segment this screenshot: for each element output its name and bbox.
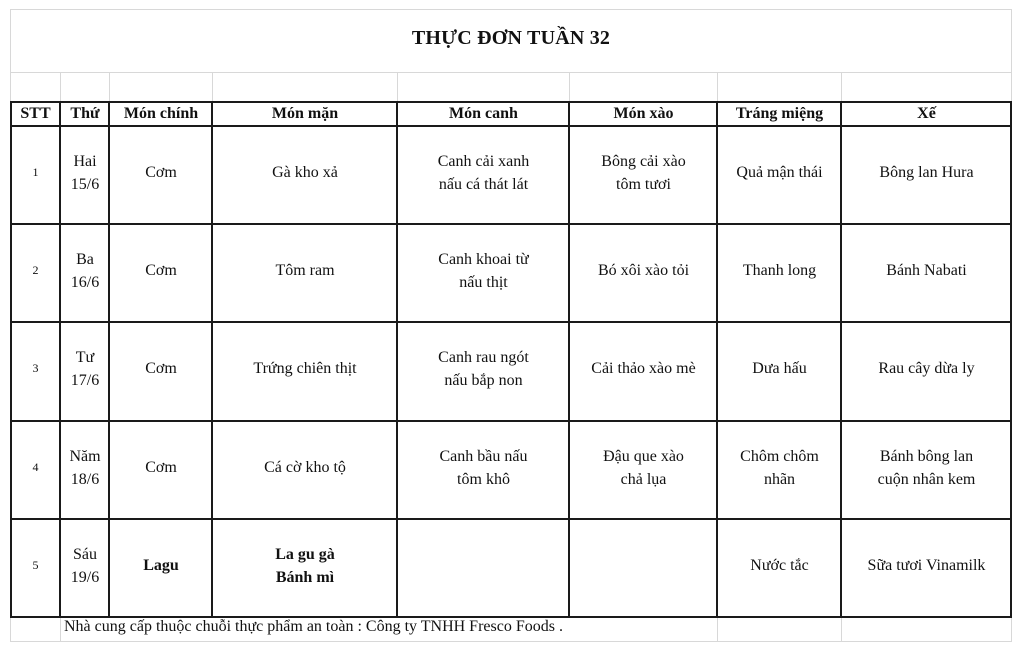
cell-stt-text: 5 — [32, 558, 39, 572]
grid-line — [212, 72, 213, 102]
cell-stt-text: 1 — [32, 165, 39, 179]
cell-mon-chinh-text: Cơm — [145, 459, 177, 476]
cell-mon-canh-line: Canh khoai từ — [438, 250, 529, 268]
grid-line — [397, 72, 398, 102]
cell-trang-mieng — [717, 322, 842, 415]
cell-mon-xao-line: tôm tươi — [616, 175, 671, 193]
header-thu: Thứ — [70, 105, 100, 122]
cell-trang-mieng-line: Nước tắc — [750, 557, 809, 574]
cell-thu-line: Hai — [73, 152, 97, 170]
page-title: THỰC ĐƠN TUẦN 32 — [411, 27, 611, 49]
header-mon-chinh: Món chính — [123, 105, 199, 122]
cell-thu-line: Năm — [69, 447, 101, 465]
cell-thu-line: Tư — [75, 348, 95, 366]
cell-mon-man — [212, 224, 398, 317]
grid-line — [109, 72, 110, 102]
grid-line — [60, 72, 61, 102]
cell-mon-xao-line: chả lụa — [620, 470, 667, 488]
grid-line — [717, 618, 718, 642]
cell-xe — [841, 224, 1012, 317]
cell-stt — [10, 322, 61, 415]
cell-mon-chinh-text: Cơm — [145, 164, 177, 181]
grid-line — [60, 618, 61, 642]
cell-mon-chinh — [109, 322, 213, 415]
cell-mon-chinh-text: Lagu — [143, 557, 179, 574]
cell-mon-canh — [397, 322, 570, 415]
menu-sheet — [10, 9, 1012, 642]
grid-line — [10, 72, 1012, 73]
header-mon-canh: Món canh — [449, 105, 518, 122]
cell-xe — [841, 322, 1012, 415]
cell-thu — [60, 224, 110, 317]
header-xe: Xế — [917, 105, 936, 122]
cell-thu-line: Ba — [76, 250, 94, 268]
cell-trang-mieng-line: nhãn — [763, 470, 796, 488]
cell-thu — [60, 322, 110, 415]
cell-trang-mieng-line: Thanh long — [742, 262, 817, 279]
cell-stt — [10, 126, 61, 219]
cell-mon-canh — [397, 224, 570, 317]
cell-thu — [60, 519, 110, 612]
cell-thu — [60, 421, 110, 514]
cell-mon-canh — [397, 421, 570, 514]
cell-mon-canh-line: nấu cá thát lát — [438, 175, 529, 193]
cell-xe-line: Bánh Nabati — [886, 262, 967, 279]
cell-stt — [10, 519, 61, 612]
cell-mon-xao-line: Đậu que xào — [603, 447, 684, 465]
cell-mon-man-line: Tôm ram — [275, 262, 335, 279]
cell-xe — [841, 421, 1012, 514]
cell-mon-canh — [397, 519, 570, 612]
cell-mon-xao-line: Bó xôi xào tỏi — [597, 262, 690, 279]
cell-mon-xao — [569, 126, 718, 219]
cell-trang-mieng-line: Chôm chôm — [740, 447, 819, 465]
cell-mon-canh-line: Canh rau ngót — [438, 348, 529, 366]
cell-mon-man-line: Cá cờ kho tộ — [264, 459, 346, 476]
cell-thu-line: 18/6 — [70, 470, 100, 488]
cell-trang-mieng-line: Dưa hấu — [752, 360, 807, 377]
cell-xe-line: Bánh bông lan — [879, 447, 974, 465]
cell-mon-xao — [569, 322, 718, 415]
cell-mon-man — [212, 519, 398, 612]
cell-mon-chinh-text: Cơm — [145, 360, 177, 377]
grid-line — [717, 72, 718, 102]
cell-xe-line: Rau cây dừa ly — [878, 360, 975, 377]
cell-mon-xao-line: Cải thảo xào mè — [591, 360, 696, 377]
cell-thu-line: 15/6 — [70, 175, 100, 193]
cell-mon-chinh — [109, 224, 213, 317]
cell-mon-canh-line: Canh cải xanh — [437, 152, 530, 170]
cell-stt-text: 2 — [32, 263, 39, 277]
cell-mon-chinh — [109, 126, 213, 219]
cell-stt — [10, 421, 61, 514]
cell-trang-mieng-line: Quả mận thái — [736, 164, 823, 181]
cell-mon-man-line: La gu gà — [275, 545, 335, 563]
cell-mon-canh — [397, 126, 570, 219]
cell-mon-xao — [569, 421, 718, 514]
header-stt: STT — [20, 105, 51, 122]
cell-xe — [841, 519, 1012, 612]
cell-mon-canh-line: Canh bầu nấu — [439, 447, 528, 465]
cell-trang-mieng — [717, 224, 842, 317]
grid-line — [841, 72, 842, 102]
grid-line — [10, 9, 1012, 10]
cell-mon-canh-line: tôm khô — [457, 470, 510, 488]
cell-stt — [10, 224, 61, 317]
cell-mon-canh-line: nấu thịt — [459, 273, 508, 291]
cell-mon-man-line: Bánh mì — [275, 568, 335, 586]
cell-thu-line: 16/6 — [70, 273, 100, 291]
cell-xe-line: cuộn nhân kem — [877, 470, 976, 488]
grid-line — [569, 72, 570, 102]
cell-mon-chinh — [109, 421, 213, 514]
cell-mon-man — [212, 421, 398, 514]
cell-thu-line: 17/6 — [70, 371, 100, 389]
header-mon-xao: Món xào — [613, 105, 674, 122]
header-mon-man: Món mặn — [271, 105, 339, 122]
cell-mon-man-line: Trứng chiên thịt — [253, 360, 357, 377]
cell-stt-text: 4 — [32, 460, 39, 474]
cell-mon-xao — [569, 224, 718, 317]
cell-xe-line: Bông lan Hura — [879, 164, 974, 181]
cell-trang-mieng — [717, 126, 842, 219]
cell-xe-line: Sữa tươi Vinamilk — [867, 557, 986, 574]
cell-stt-text: 3 — [32, 361, 39, 375]
cell-xe — [841, 126, 1012, 219]
cell-thu-line: 19/6 — [70, 568, 100, 586]
cell-mon-man — [212, 126, 398, 219]
header-trang-mieng: Tráng miệng — [735, 105, 824, 122]
grid-line — [10, 641, 1012, 642]
cell-trang-mieng — [717, 519, 842, 612]
cell-thu — [60, 126, 110, 219]
cell-mon-man-line: Gà kho xả — [272, 164, 338, 181]
cell-thu-line: Sáu — [72, 545, 97, 563]
cell-mon-man — [212, 322, 398, 415]
cell-mon-xao — [569, 519, 718, 612]
cell-trang-mieng — [717, 421, 842, 514]
cell-mon-chinh — [109, 519, 213, 612]
cell-mon-chinh-text: Cơm — [145, 262, 177, 279]
grid-line — [841, 618, 842, 642]
cell-mon-canh-line: nấu bắp non — [444, 371, 523, 389]
cell-mon-xao-line: Bông cải xào — [601, 152, 686, 170]
supplier-note: Nhà cung cấp thuộc chuỗi thực phẩm an toàn : Công ty TNHH Fresco Foods . — [64, 618, 563, 635]
